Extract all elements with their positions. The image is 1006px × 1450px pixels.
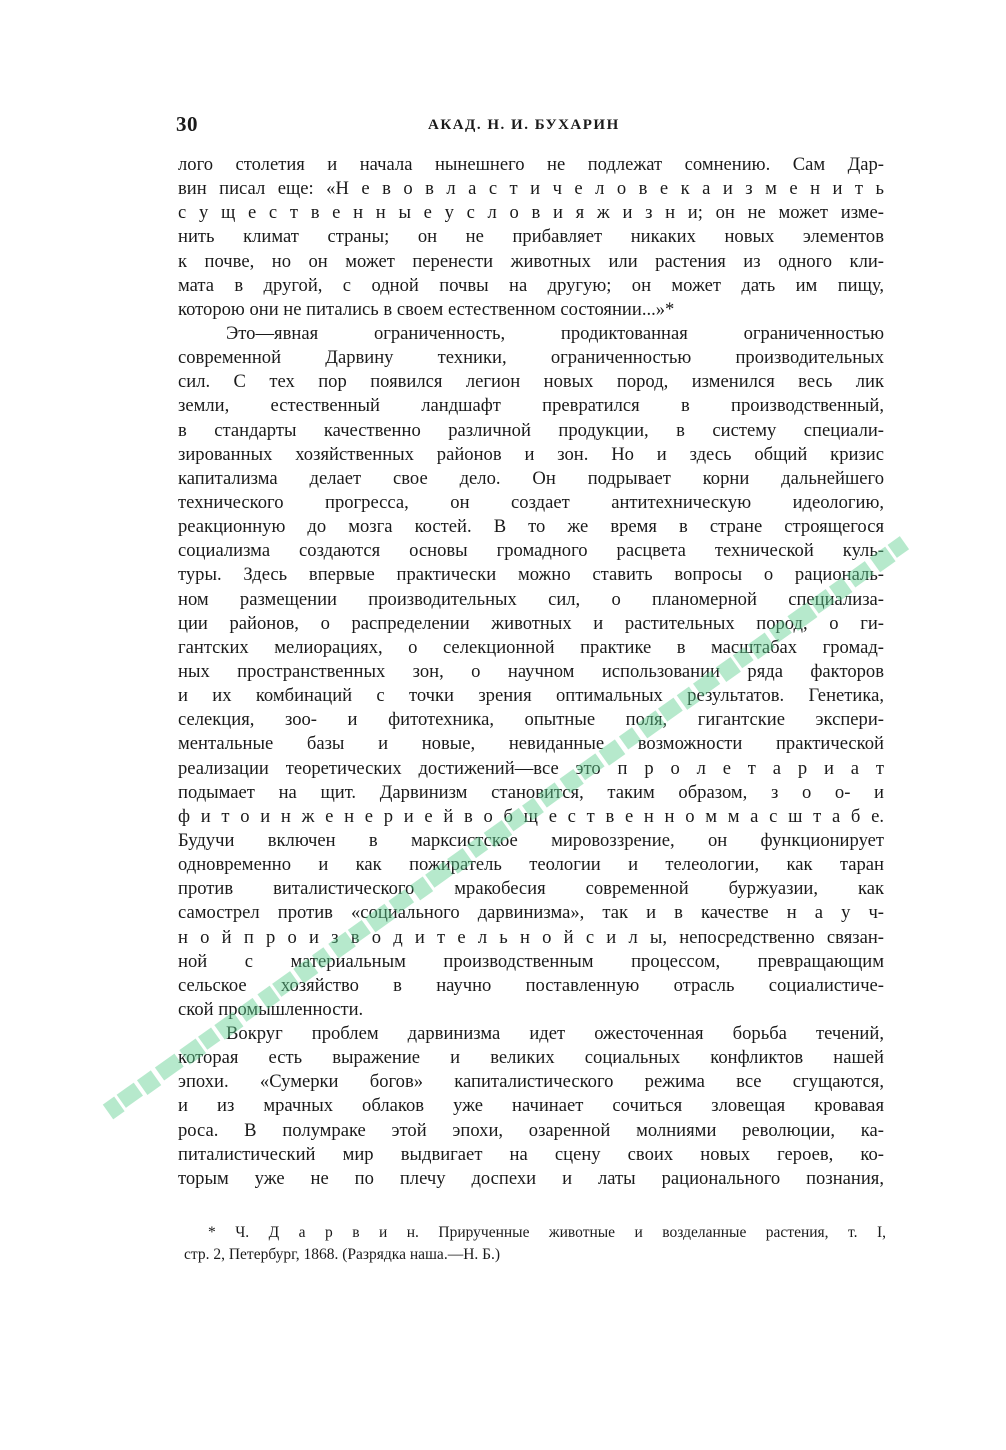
text-line: которою они не питались в своем естественном состоянии...»* xyxy=(178,298,675,320)
text-line: Это—явная ограниченность, продиктованная ограниченностью xyxy=(226,322,884,344)
text-line: самострел против «социального дарвинизма», так и в качестве н а у ч- xyxy=(178,902,884,924)
watermark-block xyxy=(888,536,910,558)
footnote-line: * Ч. Д а р в и н. Прирученные животные и возделанные растения, т. I, xyxy=(208,1224,886,1241)
text-line: с у щ е с т в е н н ы е у с л о в и я ж и з н и; он не может изме- xyxy=(178,202,884,224)
text-line: эпохи. «Сумерки богов» капиталистического режима все сгущаются, xyxy=(178,1071,884,1093)
text-line: мата в другой, с одной почвы на другую; он может дать им пищу, xyxy=(178,274,884,296)
text-line: и из мрачных облаков уже начинает сочиться зловещая кровавая xyxy=(178,1095,884,1117)
text-line: против виталистического мракобесия современной буржуазии, как xyxy=(178,878,884,900)
text-line: ных пространственных зон, о научном использовании ряда факторов xyxy=(178,660,884,682)
running-title: АКАД. Н. И. БУХАРИН xyxy=(428,117,620,133)
text-line: селекция, зоо- и фитотехника, опытные поля, гигантские экспери- xyxy=(178,709,884,731)
watermark-block xyxy=(117,1083,143,1108)
text-line: ской промышленности. xyxy=(178,998,364,1020)
text-line: вин писал еще: «Н е в о в л а с т и ч е л о в е к а и з м е н и т ь xyxy=(178,178,884,200)
text-line: в стандарты качественно различной продукции, в систему специали- xyxy=(178,419,884,441)
text-line: социализма создаются основы громадного расцвета технической куль- xyxy=(178,540,884,562)
text-line: капитализма делает свое дело. Он подрывает корни дальнейшего xyxy=(178,467,884,489)
text-line: туры. Здесь впервые практически можно ставить вопросы о рациональ- xyxy=(178,564,884,586)
text-line: Будучи включен в марксистское мировоззрение, он функционирует xyxy=(178,829,884,851)
text-line: н о й п р о и з в о д и т е л ь н о й с и л ы, непосредственно связан- xyxy=(178,926,884,948)
watermark-block xyxy=(103,1097,125,1120)
text-line: сельское хозяйство в научно поставленную отрасль социалистиче- xyxy=(178,974,884,996)
text-line: которая есть выражение и великих социальных конфликтов нашей xyxy=(178,1047,884,1069)
text-line: роса. В полумраке этой эпохи, озаренной молниями революции, ка- xyxy=(178,1119,884,1141)
text-line: к почве, но он может перенести животных или растения из одного кли- xyxy=(178,250,884,272)
text-line: ментальные базы и новые, невиданные возможности практической xyxy=(178,733,884,755)
text-line: земли, естественный ландшафт превратился в производственный, xyxy=(178,395,884,417)
footnote-line: стр. 2, Петербург, 1868. (Разрядка наша.—Н. Б.) xyxy=(184,1246,501,1263)
text-line: зированных хозяйственных районов и зон. Но и здесь общий кризис xyxy=(178,443,884,465)
page-header xyxy=(176,112,886,140)
text-line: гантских мелиорациях, о селекционной практике в масштабах громад- xyxy=(178,636,884,658)
text-line: и их комбинаций с точки зрения оптимальных результатов. Генетика, xyxy=(178,685,884,707)
text-line: реакционную до мозга костей. В то же время в стране строящегося xyxy=(178,516,884,538)
text-line: Вокруг проблем дарвинизма идет ожесточенная борьба течений, xyxy=(226,1023,884,1045)
text-line: реализации теоретических достижений—все это п р о л е т а р и а т xyxy=(178,757,884,779)
text-line: ции районов, о распределении животных и растительных пород, о ги- xyxy=(178,612,884,634)
text-line: ной с материальным производственным процессом, превращающим xyxy=(178,950,884,972)
watermark-block xyxy=(137,1070,161,1095)
text-line: ном размещении производительных сил, о планомерной специализа- xyxy=(178,588,884,610)
text-line: питалистический мир выдвигает на сцену своих новых героев, ко- xyxy=(178,1143,884,1165)
page-number: 30 xyxy=(176,112,198,136)
main-text xyxy=(178,153,884,1191)
text-line: подымает на щит. Дарвинизм становится, таким образом, з о о- и xyxy=(178,781,884,803)
text-line: сил. С тех пор появился легион новых пород, изменился весь лик xyxy=(178,371,884,393)
text-line: одновременно и как пожиратель теологии и телеологии, как таран xyxy=(178,854,884,876)
text-line: технического прогресса, он создает антитехническую идеологию, xyxy=(178,491,884,513)
text-line: лого столетия и начала нынешнего не подлежат сомнению. Сам Дар- xyxy=(178,154,884,175)
text-line: нить климат страны; он не прибавляет никаких новых элементов xyxy=(178,226,884,248)
text-line: ф и т о и н ж е н е р и е й в о б щ е с т в е н н о м м а с ш т а б е. xyxy=(178,805,884,827)
footnote xyxy=(184,1222,886,1266)
text-line: торым уже не по плечу доспехи и латы рационального познания, xyxy=(178,1167,884,1189)
text-line: современной Дарвину техники, ограниченностью производительных xyxy=(178,347,884,369)
